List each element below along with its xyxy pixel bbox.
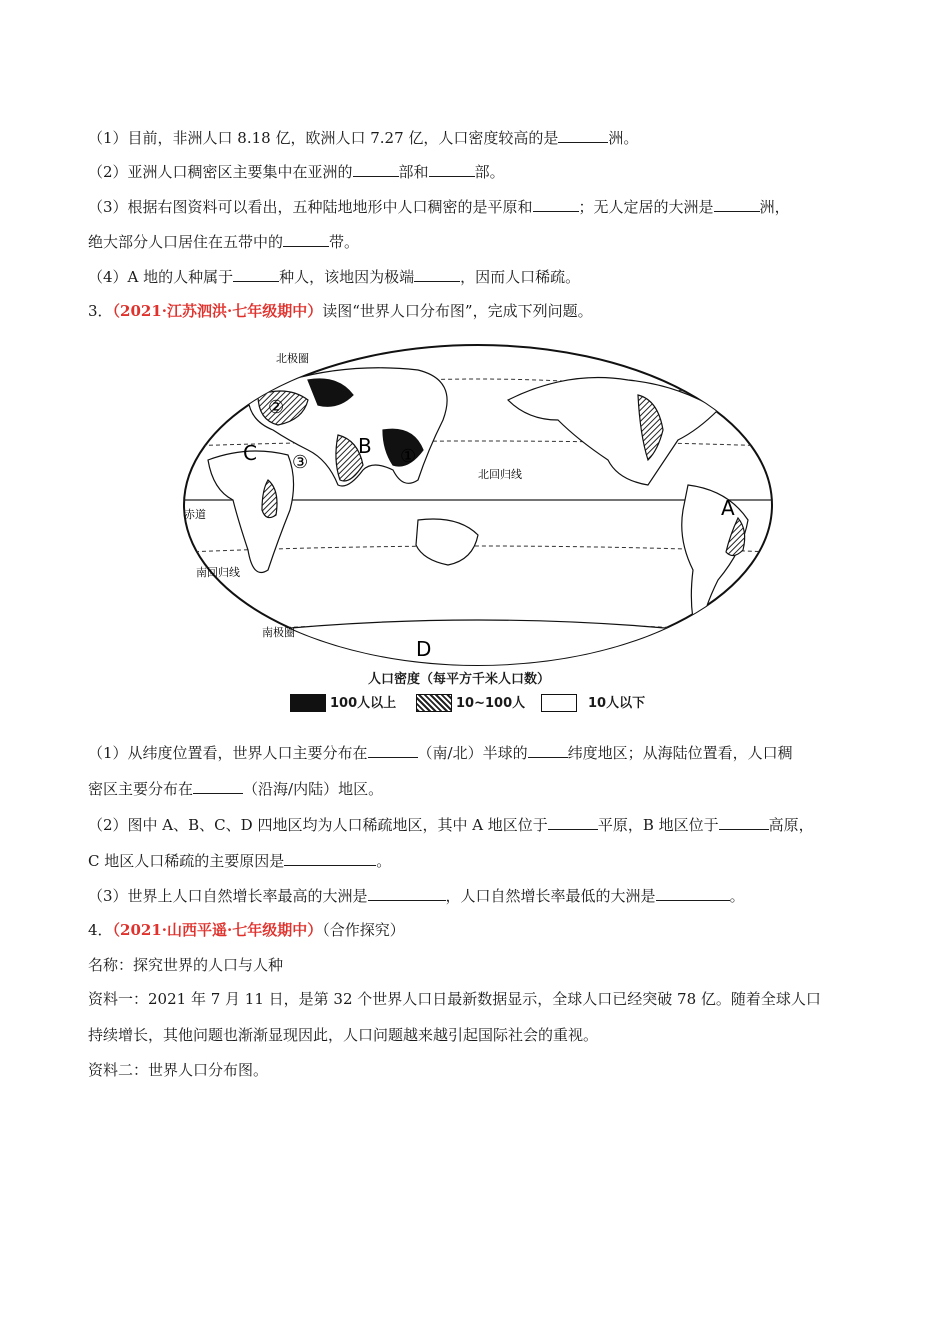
answer-blank[interactable] — [714, 197, 760, 212]
q3-source: （2021·江苏泗洪·七年级期中） — [112, 302, 323, 320]
legend-item-medium: 10~100人 — [456, 696, 526, 711]
label-b: B — [358, 434, 372, 458]
answer-blank[interactable] — [528, 743, 568, 758]
q2-part3-cont: 绝大部分人口居住在五带中的 带。 — [88, 233, 360, 251]
answer-blank[interactable] — [368, 743, 418, 758]
tropic-of-capricorn-label: 南回归线 — [196, 566, 240, 579]
legend-swatch-high — [290, 694, 326, 712]
equator-label: 赤道 — [184, 508, 206, 521]
answer-blank[interactable] — [283, 232, 329, 247]
world-population-map — [178, 340, 778, 670]
arctic-circle-label: 北极圈 — [276, 352, 309, 365]
q3-header: 3．（2021·江苏泗洪·七年级期中）读图“世界人口分布图”，完成下列问题。 — [88, 302, 593, 320]
q2-part1: （1）目前，非洲人口 8.18 亿，欧洲人口 7.27 亿，人口密度较高的是 洲。 — [88, 129, 639, 147]
answer-blank[interactable] — [353, 162, 399, 177]
answer-blank[interactable] — [548, 815, 598, 830]
tropic-of-cancer-label: 北回归线 — [478, 468, 522, 481]
q2-part3: （3）根据右图资料可以看出，五种陆地地形中人口稠密的是平原和 ；无人定居的大洲是 洲， — [88, 198, 790, 216]
legend-title: 人口密度（每平方千米人口数） — [368, 672, 551, 687]
antarctica — [248, 620, 708, 670]
q3-part2: （2）图中 A、B、C、D 四地区均为人口稀疏地区，其中 A 地区位于 平原，B 地区位于 高原， — [88, 816, 814, 834]
q4-resource1: 资料一：2021 年 7 月 11 日，是第 32 个世界人口日最新数据显示，全球人口已经突破 78 亿。随着全球人口 — [88, 990, 821, 1008]
answer-blank[interactable] — [233, 267, 279, 282]
marker-3: ③ — [292, 452, 309, 473]
answer-blank[interactable] — [368, 886, 446, 901]
answer-blank[interactable] — [284, 851, 376, 866]
answer-blank[interactable] — [719, 815, 769, 830]
answer-blank[interactable] — [656, 886, 730, 901]
antarctic-circle-label: 南极圈 — [262, 626, 295, 639]
answer-blank[interactable] — [429, 162, 475, 177]
q4-header: 4．（2021·山西平遥·七年级期中）（合作探究） — [88, 921, 405, 939]
label-a: A — [721, 496, 735, 520]
q4-name: 名称：探究世界的人口与人种 — [88, 956, 284, 974]
answer-blank[interactable] — [414, 267, 460, 282]
answer-blank[interactable] — [533, 197, 579, 212]
answer-blank[interactable] — [558, 128, 608, 143]
answer-blank[interactable] — [193, 779, 243, 794]
legend-item-high: 100人以上 — [330, 696, 397, 711]
q3-part1-cont: 密区主要分布在 （沿海/内陆）地区。 — [88, 780, 384, 798]
label-d: D — [416, 637, 432, 661]
q4-resource2: 资料二：世界人口分布图。 — [88, 1061, 269, 1079]
q4-resource1-cont: 持续增长，其他问题也渐渐显现因此，人口问题越来越引起国际社会的重视。 — [88, 1026, 599, 1044]
legend-item-low: 10人以下 — [588, 696, 646, 711]
marker-2: ② — [268, 397, 285, 418]
q2-part2: （2）亚洲人口稠密区主要集中在亚洲的 部和 部。 — [88, 163, 505, 181]
q3-part2-cont: C 地区人口稀疏的主要原因是 。 — [88, 852, 392, 870]
label-c: C — [243, 441, 257, 465]
legend-swatch-medium — [416, 694, 452, 712]
legend-swatch-low — [541, 694, 577, 712]
q4-source: （2021·山西平遥·七年级期中） — [112, 921, 323, 939]
marker-1: ① — [400, 446, 417, 467]
q3-part3: （3）世界上人口自然增长率最高的大洲是 ，人口自然增长率最低的大洲是 。 — [88, 887, 745, 905]
q2-part4: （4）A 地的人种属于 种人，该地因为极端 ，因而人口稀疏。 — [88, 268, 581, 286]
q3-part1: （1）从纬度位置看，世界人口主要分布在 （南/北）半球的 纬度地区；从海陆位置看，人口稠 — [88, 744, 793, 762]
